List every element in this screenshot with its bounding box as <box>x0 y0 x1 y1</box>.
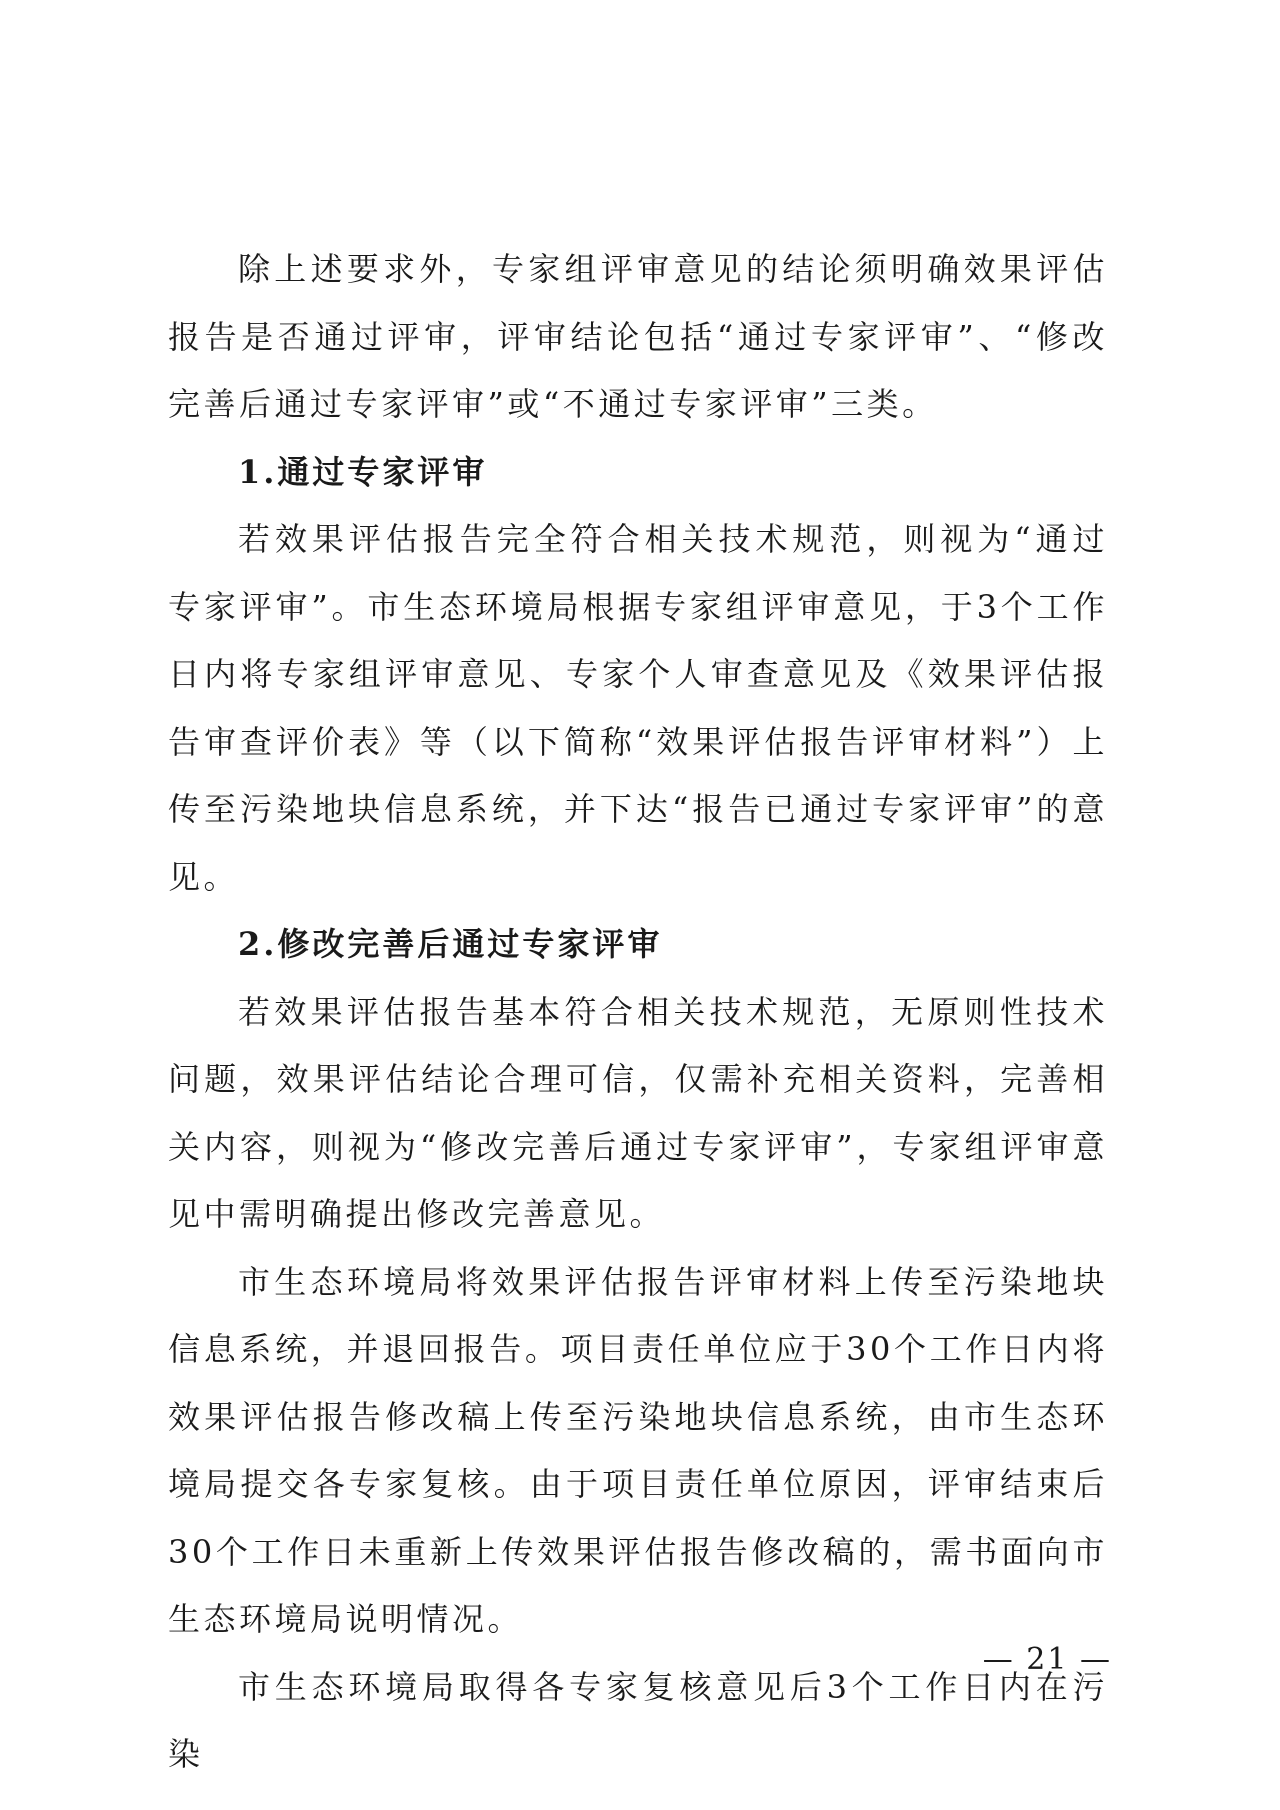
heading-pass-expert-review: 1.通过专家评审 <box>238 452 488 491</box>
paragraph-review-conclusion: 除上述要求外，专家组评审意见的结论须明确效果评估报告是否通过评审，评审结论包括“通过专家评审”、“修改完善后通过专家评审”或“不通过专家评审”三类。 <box>168 250 1108 423</box>
paragraph-pass-after-revision: 若效果评估报告基本符合相关技术规范，无原则性技术问题，效果评估结论合理可信，仅需补充相关资料，完善相关内容，则视为“修改完善后通过专家评审”，专家组评审意见中需明确提出修改完善意见。 <box>168 992 1108 1233</box>
paragraph-resubmission-process: 市生态环境局将效果评估报告评审材料上传至污染地块信息系统，并退回报告。项目责任单位应于30个工作日内将效果评估报告修改稿上传至污染地块信息系统，由市生态环境局提交各专家复核。由于项目责任单位原因，评审结束后30个工作日未重新上传效果评估报告修改稿的，需书面向市生态环境局说明情况。 <box>168 1262 1108 1638</box>
paragraph-expert-recheck: 市生态环境局取得各专家复核意见后3个工作日内在污染 <box>168 1667 1108 1773</box>
heading-pass-after-revision: 2.修改完善后通过专家评审 <box>238 925 663 963</box>
page-number: — 21 — <box>982 1642 1112 1677</box>
document-body <box>168 236 1108 1789</box>
paragraph-pass-expert-review: 若效果评估报告完全符合相关技术规范，则视为“通过专家评审”。市生态环境局根据专家组评审意见，于3个工作日内将专家组评审意见、专家个人审查意见及《效果评估报告审查评价表》等（以下简称“效果评估报告评审材料”）上传至污染地块信息系统，并下达“报告已通过专家评审”的意见。 <box>168 520 1108 896</box>
